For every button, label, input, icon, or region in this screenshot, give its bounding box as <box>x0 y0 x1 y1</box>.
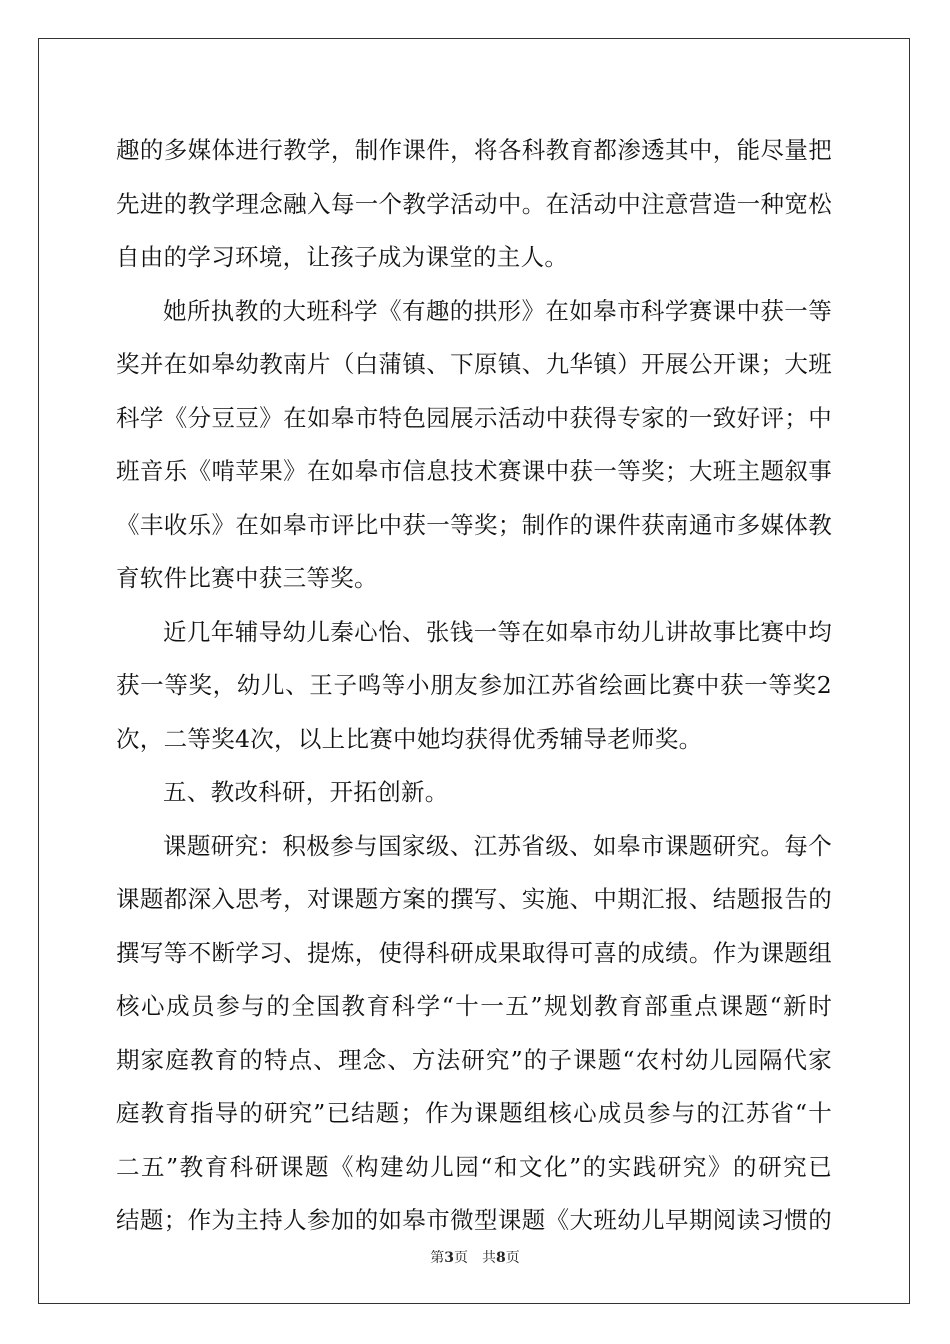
page-total: 8 <box>496 1250 506 1266</box>
paragraph-line: 次，二等奖4次，以上比赛中她均获得优秀辅导老师奖。 <box>116 724 703 753</box>
paragraph-line: 育软件比赛中获三等奖。 <box>116 564 378 592</box>
paragraph-line: 自由的学习环境，让孩子成为课堂的主人。 <box>116 243 569 271</box>
paragraph-line: 班音乐《啃苹果》在如皋市信息技术赛课中获一等奖；大班主题叙事 <box>116 457 832 485</box>
paragraph-line: 奖并在如皋幼教南片（白蒲镇、下原镇、九华镇）开展公开课；大班 <box>116 350 832 378</box>
paragraph-line: 课题都深入思考，对课题方案的撰写、实施、中期汇报、结题报告的 <box>116 885 832 913</box>
document-body <box>116 124 832 1248</box>
page-footer <box>0 1247 950 1267</box>
page-current: 3 <box>444 1250 454 1266</box>
paragraph-line: 《丰收乐》在如皋市评比中获一等奖；制作的课件获南通市多媒体教 <box>116 510 832 539</box>
total-suffix: 页 <box>505 1250 520 1266</box>
paragraph-line: 结题；作为主持人参加的如皋市微型课题《大班幼儿早期阅读习惯的 <box>116 1206 832 1234</box>
page-prefix: 第 <box>430 1250 445 1266</box>
paragraph-line: 近几年辅导幼儿秦心怡、张钱一等在如皋市幼儿讲故事比赛中均 <box>163 617 832 646</box>
paragraph-line: 课题研究：积极参与国家级、江苏省级、如皋市课题研究。每个 <box>163 831 832 860</box>
paragraph-line: 趣的多媒体进行教学，制作课件，将各科教育都渗透其中，能尽量把 <box>116 136 832 164</box>
paragraph-line: 科学《分豆豆》在如皋市特色园展示活动中获得专家的一致好评；中 <box>116 403 832 432</box>
page-suffix: 页 <box>454 1250 468 1266</box>
paragraph-line: 二五”教育科研课题《构建幼儿园“和文化”的实践研究》的研究已 <box>116 1152 832 1181</box>
paragraph-line: 先进的教学理念融入每一个教学活动中。在活动中注意营造一种宽松 <box>116 189 832 218</box>
paragraph-line: 期家庭教育的特点、理念、方法研究”的子课题“农村幼儿园隔代家 <box>116 1045 832 1074</box>
paragraph-line: 撰写等不断学习、提炼，使得科研成果取得可喜的成绩。作为课题组 <box>116 938 832 967</box>
paragraph-line: 庭教育指导的研究”已结题；作为课题组核心成员参与的江苏省“十 <box>116 1099 832 1127</box>
paragraph-line: 核心成员参与的全国教育科学“十一五”规划教育部重点课题“新时 <box>116 992 832 1020</box>
total-prefix: 共 <box>482 1250 496 1266</box>
paragraph-line: 五、教改科研，开拓创新。 <box>163 778 449 806</box>
paragraph-line: 获一等奖，幼儿、王子鸣等小朋友参加江苏省绘画比赛中获一等奖2 <box>116 671 832 699</box>
paragraph-line: 她所执教的大班科学《有趣的拱形》在如皋市科学赛课中获一等 <box>163 296 832 325</box>
